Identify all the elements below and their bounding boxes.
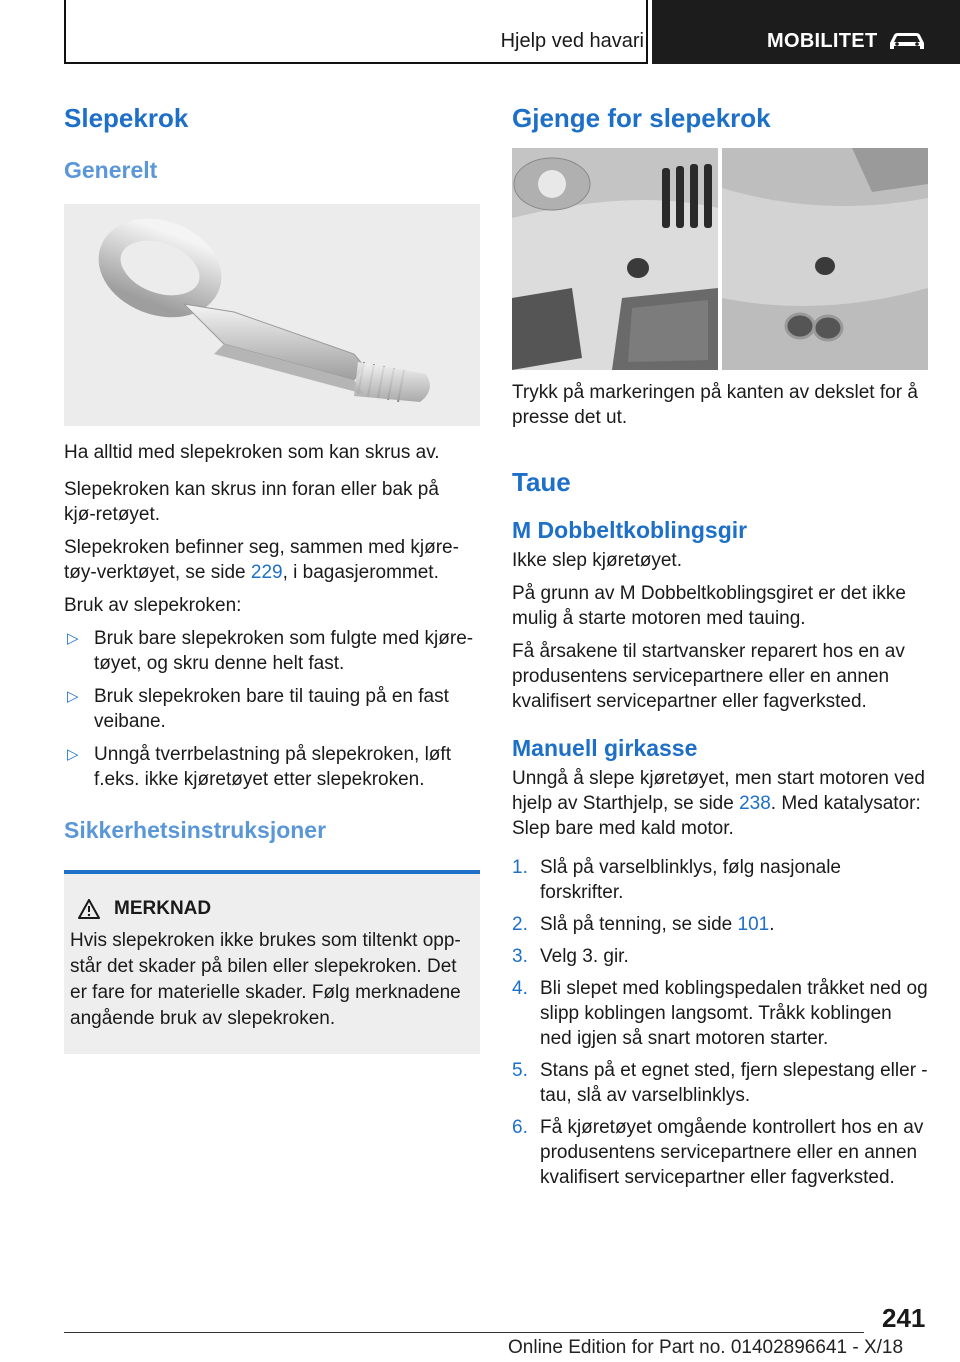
usage-list (64, 626, 480, 792)
heading-m-dobbeltkoblingsgir: M Dobbeltkoblingsgir (512, 517, 748, 543)
paragraph-always-bring: Ha alltid med slepekroken som kan skrus av. (64, 442, 440, 463)
footer-edition: Online Edition for Part no. 01402896641 - X/18 (508, 1337, 904, 1358)
list-item: 6. Få kjøretøyet omgående kontrollert hos en av produsentens servicepartnere eller en annen kvalifisert servicepartner eller fagverksted. (512, 1117, 924, 1188)
car-icon (886, 30, 928, 52)
paragraph-no-tow: Ikke slep kjøretøyet. (512, 550, 682, 571)
triangle-bullet-icon: ▷ (67, 688, 79, 705)
triangle-bullet-icon: ▷ (67, 746, 79, 763)
list-item: 4. Bli slepet med koblingspedalen tråkket ned og slipp koblingen langsomt. Tråkk koblingen ned igjen så snart motoren starter. (512, 978, 928, 1049)
notice-box (64, 870, 480, 1054)
heading-gjenge: Gjenge for slepekrok (512, 103, 771, 133)
bumper-photos (512, 148, 928, 370)
heading-slepekrok: Slepekrok (64, 103, 189, 133)
heading-taue: Taue (512, 467, 571, 497)
warning-icon (78, 899, 100, 919)
list-item: 5. Stans på et egnet sted, fjern slepestang eller -tau, slå av varselblinklys. (512, 1060, 928, 1106)
section-title: Hjelp ved havari (500, 30, 644, 52)
rear-bumper-photo (722, 148, 928, 370)
notice-title: MERKNAD (114, 898, 212, 919)
list-item: ▷ Bruk slepekroken bare til tauing på en fast veibane. (67, 686, 449, 732)
towing-steps-list (512, 855, 928, 1190)
list-item: 3. Velg 3. gir. (512, 946, 629, 967)
heading-generelt: Generelt (64, 157, 158, 183)
paragraph-usage: Bruk av slepekroken: (64, 595, 242, 616)
page-link-101[interactable]: 101 (737, 914, 770, 935)
heading-safety: Sikkerhetsinstruksjoner (64, 817, 327, 843)
footer-divider (64, 1332, 864, 1333)
list-item: 1. Slå på varselblinklys, følg nasjonale forskrifter. (512, 857, 841, 903)
list-item: 2. Slå på tenning, se side 101. (512, 914, 775, 935)
paragraph-location: Slepekroken befinner seg, sammen med kjøre-tøy-verktøyet, se side 229, i bagasjerommet. (64, 537, 459, 583)
front-bumper-photo (512, 148, 718, 370)
left-column (64, 98, 480, 1054)
list-item: ▷ Unngå tverrbelastning på slepekroken, løft f.eks. ikke kjøretøyet etter slepekroken. (67, 744, 451, 790)
page-link-238[interactable]: 238 (739, 793, 771, 814)
page-number: 241 (882, 1303, 926, 1333)
list-item: ▷ Bruk bare slepekroken som fulgte med kjøre-tøyet, og skru denne helt fast. (67, 628, 474, 674)
paragraph-dct-reason: På grunn av M Dobbeltkoblingsgiret er det ikke mulig å starte motoren med tauing. (512, 583, 906, 629)
chapter-tab (652, 0, 960, 64)
paragraph-repair: Få årsakene til startvansker reparert hos en av produsentens servicepartnere eller en annen kvalifisert servicepartner eller fagverksted. (512, 641, 905, 712)
triangle-bullet-icon: ▷ (67, 630, 79, 647)
notice-text: Hvis slepekroken ikke brukes som tiltenkt opp-står det skader på bilen eller slepekroken. Det er fare for materielle skader. Følg merknadene angående bruk av slepekroken. (70, 930, 461, 1029)
notice-header (78, 896, 472, 922)
right-column (512, 98, 928, 1190)
caption-press-marking: Trykk på markeringen på kanten av dekslet for å presse det ut. (512, 382, 918, 428)
chapter-label: MOBILITET (767, 30, 878, 52)
page-link-229[interactable]: 229 (250, 562, 283, 583)
heading-manuell-girkasse: Manuell girkasse (512, 735, 698, 761)
tow-hook-illustration (64, 204, 480, 426)
paragraph-front-rear: Slepekroken kan skrus inn foran eller bak på kjø-retøyet. (64, 479, 439, 525)
paragraph-manual: Unngå å slepe kjøretøyet, men start motoren ved hjelp av Starthjelp, se side 238. Med katalysator: Slep bare med kald motor. (512, 768, 925, 839)
